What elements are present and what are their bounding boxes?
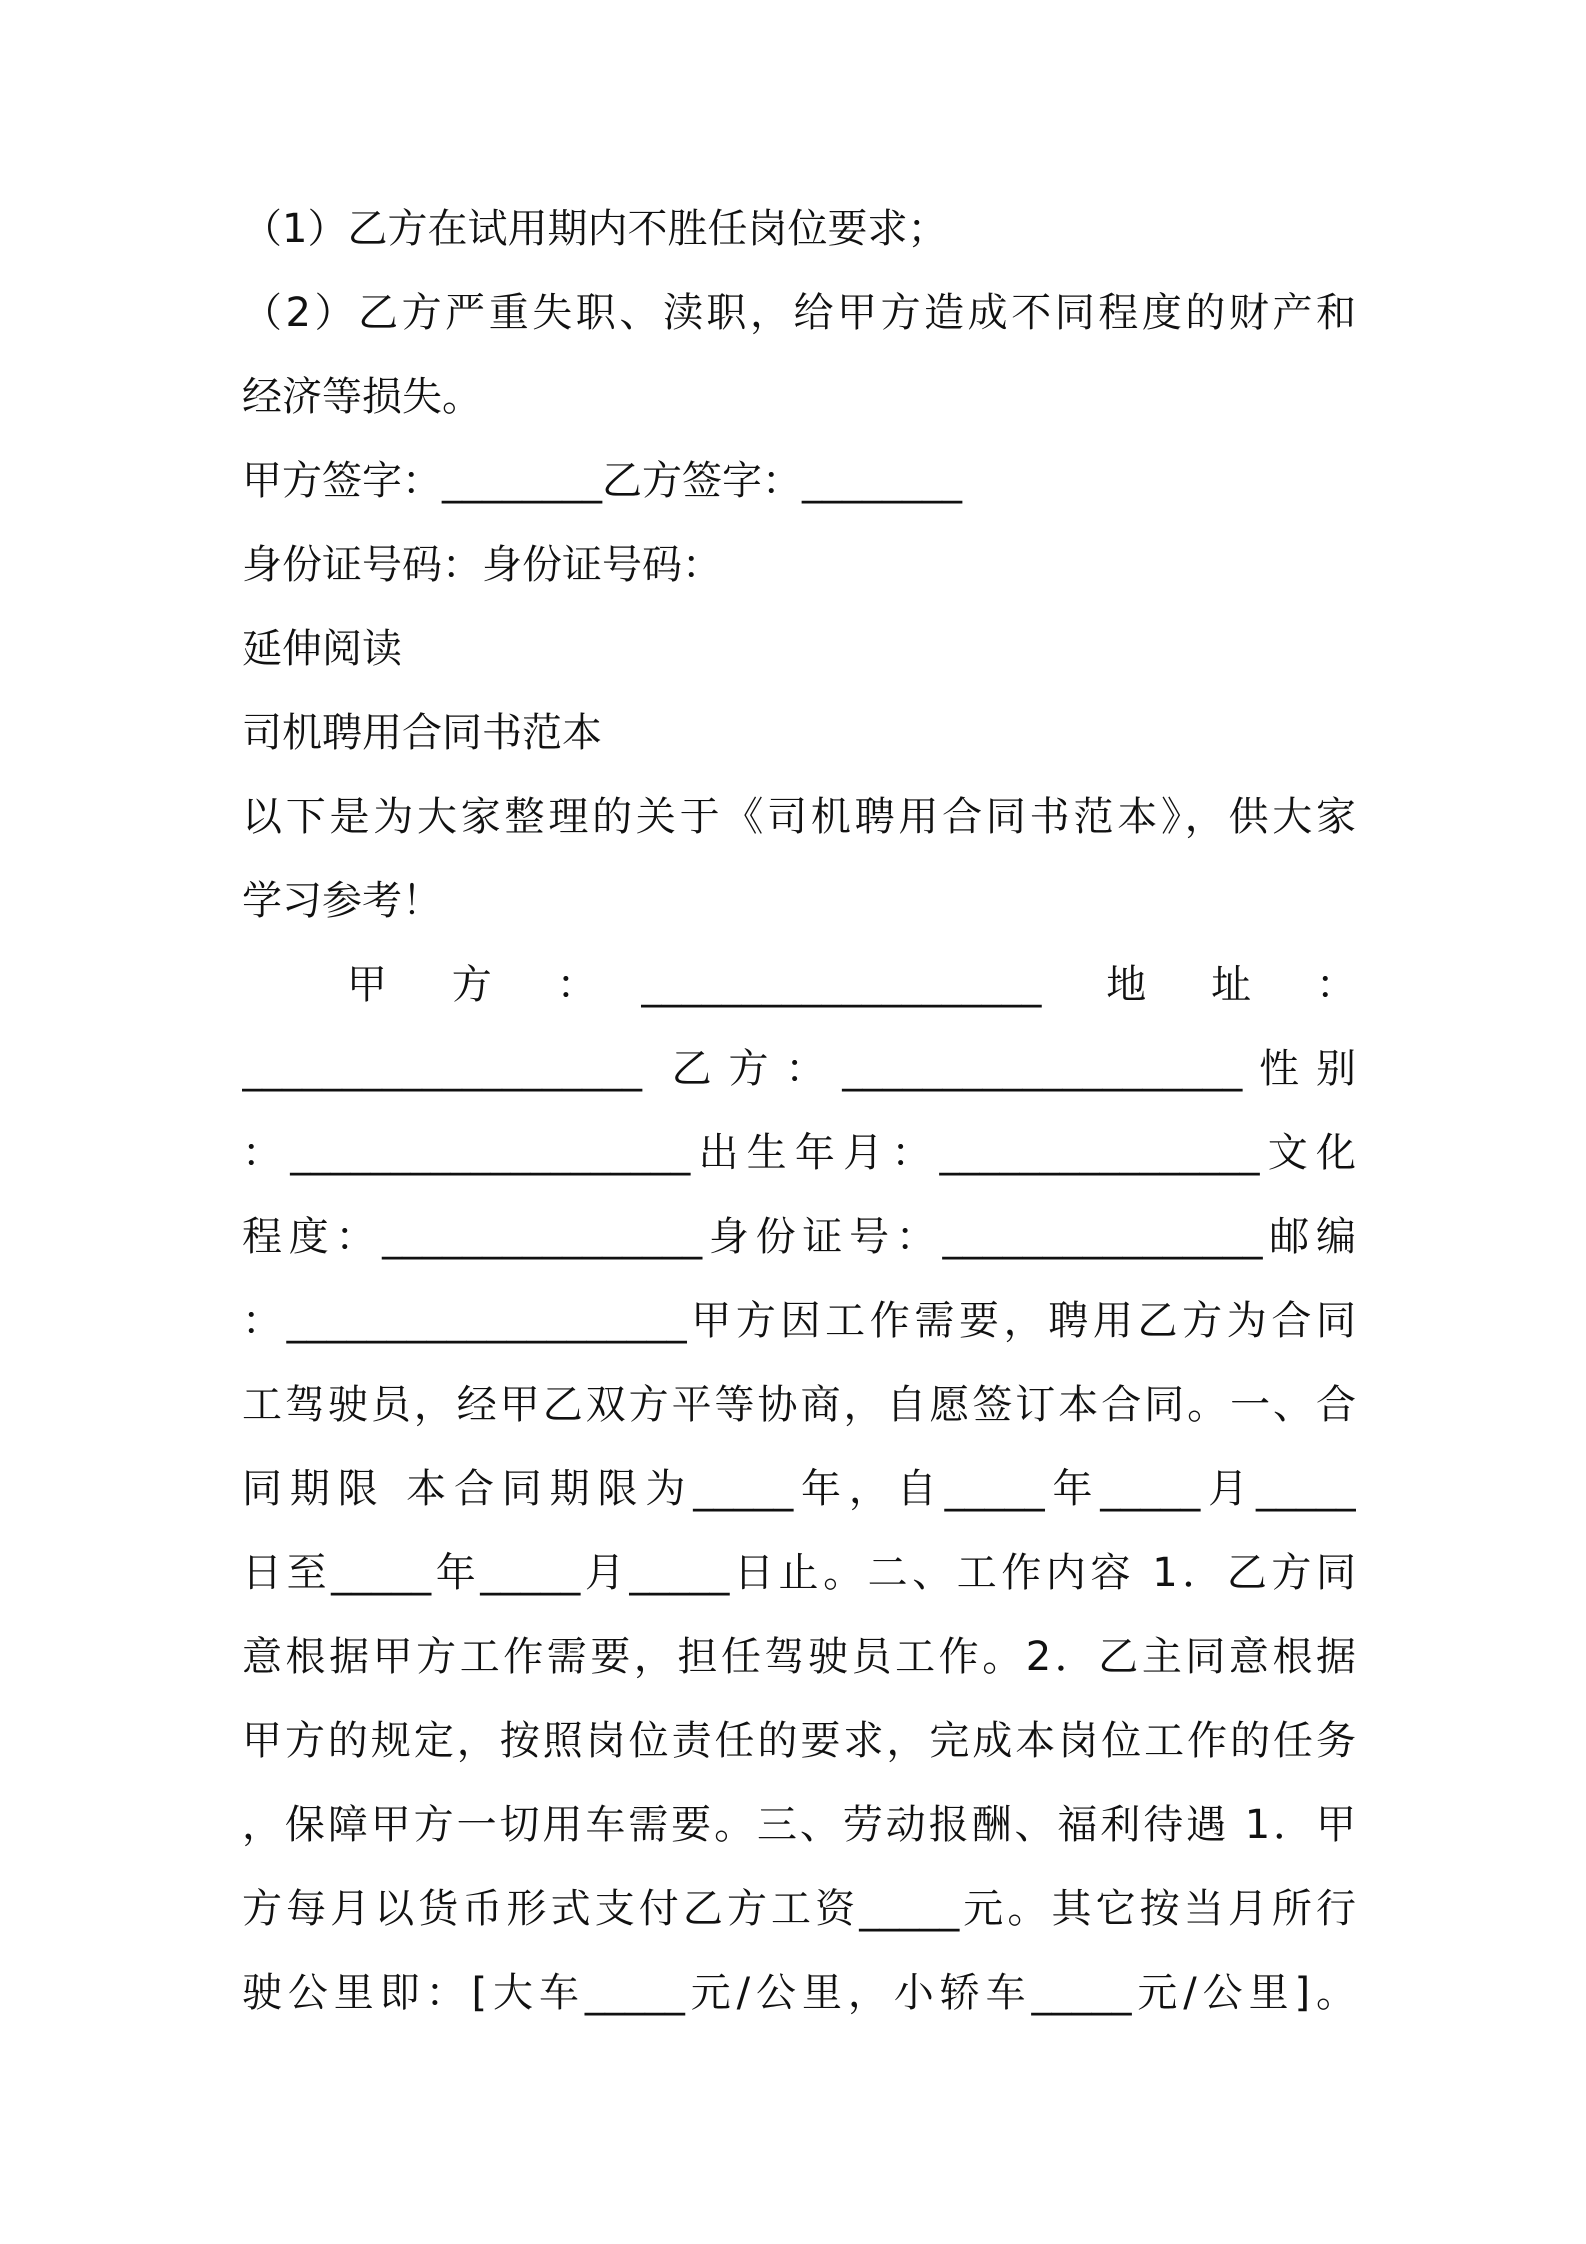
text-line-intro: 以下是为大家整理的关于《司机聘用合同书范本》，供大家 <box>242 794 1356 840</box>
text-line-party-a: 甲 方 ： ____________________ 地 址 ： <box>242 962 1356 1008</box>
text-line-clause-2: （2）乙方严重失职、渎职，给甲方造成不同程度的财产和 <box>242 290 1356 336</box>
text-line-clause-1: （1）乙方在试用期内不胜任岗位要求； <box>242 206 948 252</box>
text-line-salary: 方每月以货币形式支付乙方工资_____元。其它按当月所行 <box>242 1886 1356 1932</box>
text-line-remuneration: ，保障甲方一切用车需要。三、劳动报酬、福利待遇 1．甲 <box>242 1802 1356 1848</box>
text-line-clause-2-cont: 经济等损失。 <box>242 374 482 420</box>
text-line-postcode: ：____________________甲方因工作需要，聘用乙方为合同 <box>242 1298 1356 1344</box>
text-line-birth-date: ：____________________出生年月：________________文化 <box>242 1130 1356 1176</box>
text-line-article-title: 司机聘用合同书范本 <box>242 710 602 756</box>
text-line-party-b: ____________________ 乙方：____________________性别 <box>242 1046 1356 1092</box>
text-line-further-reading: 延伸阅读 <box>242 626 402 672</box>
text-line-intro-cont: 学习参考！ <box>242 878 442 924</box>
text-line-agreement: 工驾驶员，经甲乙双方平等协商，自愿签订本合同。一、合 <box>242 1382 1356 1428</box>
text-line-term-end: 日至_____年_____月_____日止。二、工作内容 1．乙方同 <box>242 1550 1356 1596</box>
text-line-duties-2: 甲方的规定，按照岗位责任的要求，完成本岗位工作的任务 <box>242 1718 1356 1764</box>
text-line-signatures: 甲方签字：________乙方签字：________ <box>242 458 962 504</box>
text-line-id-numbers: 身份证号码：身份证号码： <box>242 542 722 588</box>
text-line-mileage: 驶公里即：[大车_____元/公里，小轿车_____元/公里]。 <box>242 1970 1356 2016</box>
text-line-term: 同期限 本合同期限为_____年，自_____年_____月_____ <box>242 1466 1356 1512</box>
text-line-id-number: 程度：________________身份证号：________________邮编 <box>242 1214 1356 1260</box>
text-line-duties-1: 意根据甲方工作需要，担任驾驶员工作。2．乙主同意根据 <box>242 1634 1356 1680</box>
